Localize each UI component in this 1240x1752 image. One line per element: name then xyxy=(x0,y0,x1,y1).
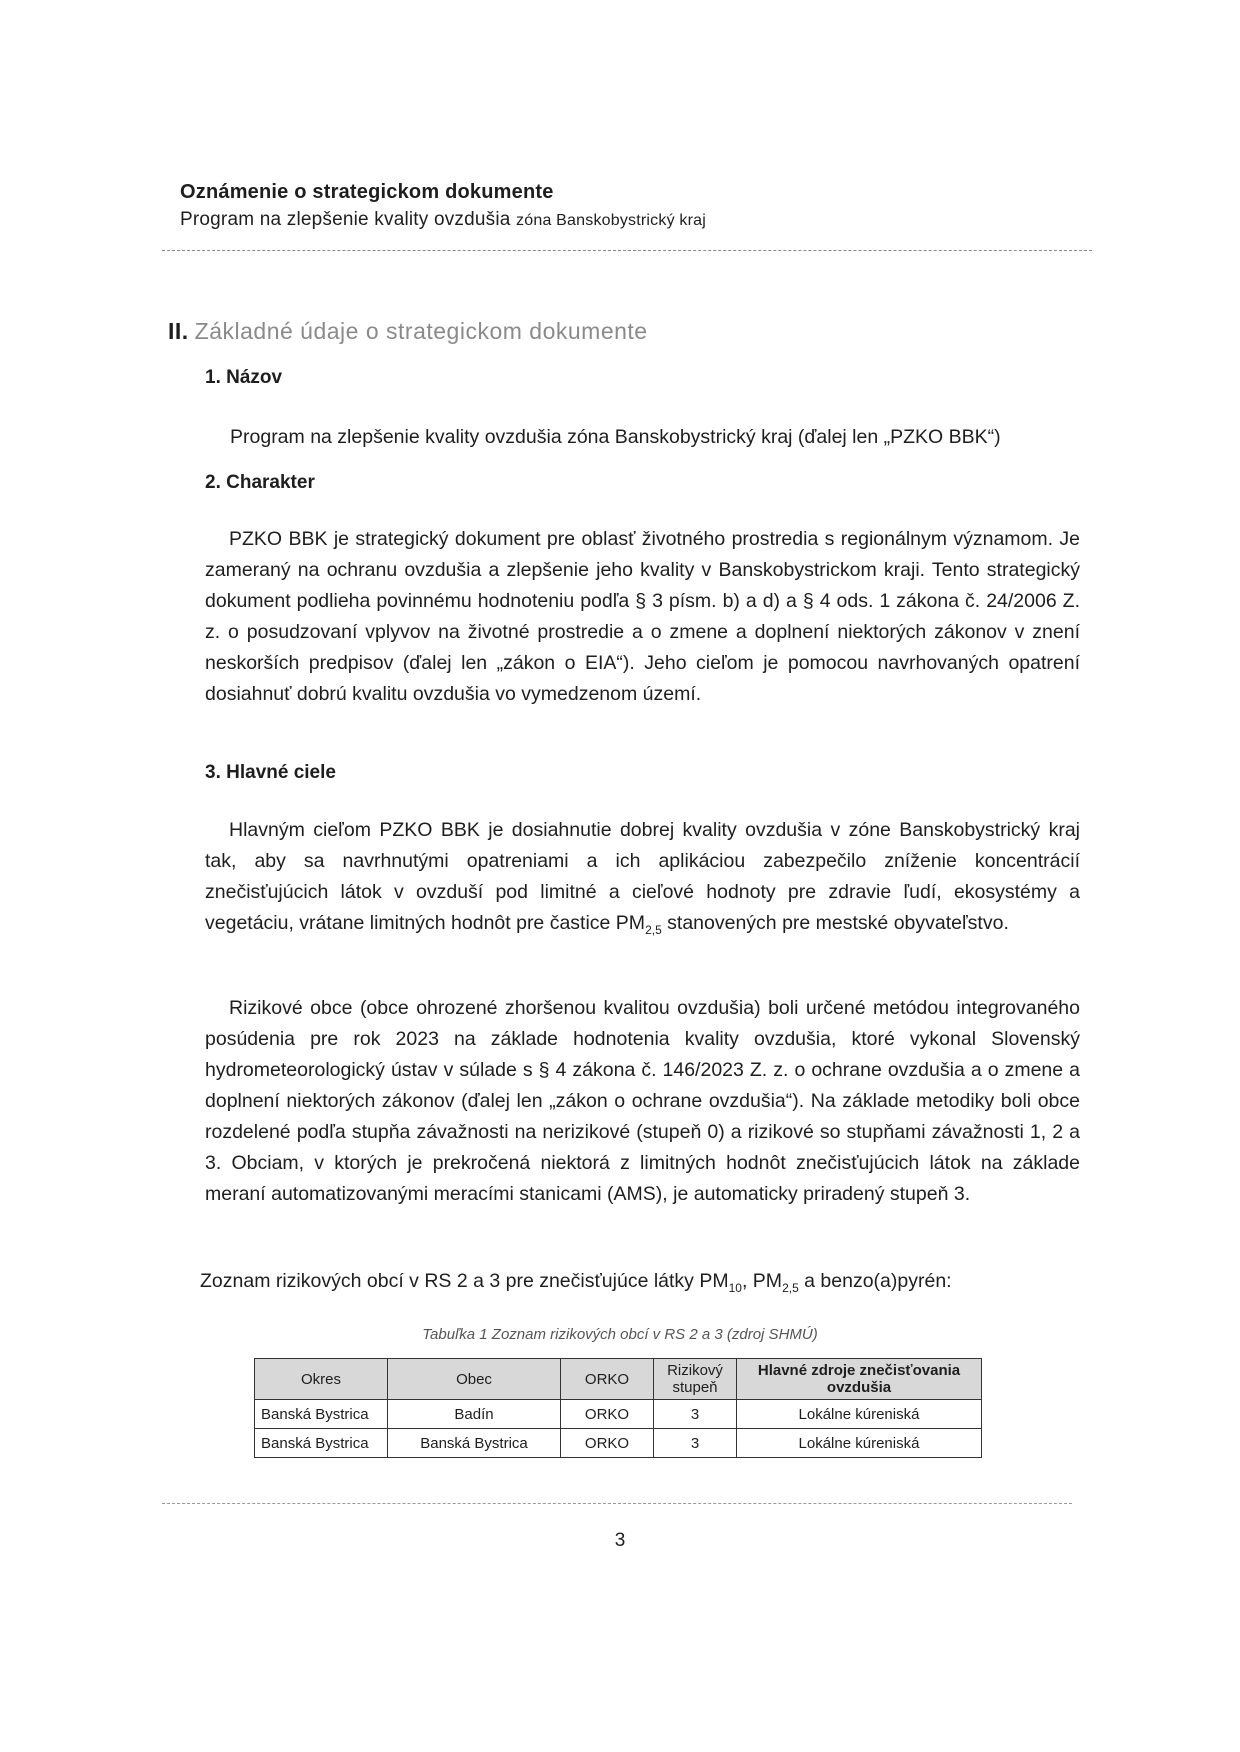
goals-paragraph-2: Rizikové obce (obce ohrozené zhoršenou kvalitou ovzdušia) boli určené metódou integrovaného posúdenia pre rok 2023 na základe hodnotenia kvality ovzdušia, ktoré vykonal Slovenský hydrometeorologický ústav v súlade s § 4 zákona č. 146/2023 Z. z. o ochrane ovzdušia a o zmene a doplnení niektorých zákonov (ďalej len „zákon o ochrane ovzdušia“). Na základe metodiky boli obce rozdelené podľa stupňa závažnosti na nerizikové (stupeň 0) a rizikové so stupňami závažnosti 1, 2 a 3. Obciam, v ktorých je prekročená niektorá z limitných hodnôt znečisťujúcich látok na základe meraní automatizovanými meracími stanicami (AMS), je automaticky priradený stupeň 3. xyxy=(205,997,1080,1205)
header-subtitle-small: zóna Banskobystrický kraj xyxy=(516,212,707,229)
pm25-subscript: 2,5 xyxy=(782,1280,799,1295)
cell-risk-level: 3 xyxy=(654,1400,737,1429)
cell-risk-level: 3 xyxy=(654,1429,737,1458)
risk-municipalities-table xyxy=(254,1358,982,1458)
list-intro xyxy=(200,1270,952,1295)
name-heading: 1. Názov xyxy=(205,367,283,388)
section-heading xyxy=(168,318,648,345)
goals-heading: 3. Hlavné ciele xyxy=(205,762,336,783)
table-row xyxy=(255,1400,982,1429)
table-row xyxy=(255,1429,982,1458)
cell-okres: Banská Bystrica xyxy=(255,1400,388,1429)
header-subtitle-main: Program na zlepšenie kvality ovzdušia xyxy=(180,209,517,230)
name-text: Program na zlepšenie kvality ovzdušia zóna Banskobystrický kraj (ďalej len „PZKO BBK“) xyxy=(230,426,1001,448)
goals-paragraph-1 xyxy=(205,815,1080,946)
cell-pollution-source: Lokálne kúreniská xyxy=(737,1400,982,1429)
character-paragraph: PZKO BBK je strategický dokument pre oblasť životného prostredia s regionálnym významom. Je zameraný na ochranu ovzdušia a zlepšenie jeho kvality v Banskobystrickom kraji. Tento strategický dokument podlieha povinnému hodnoteniu podľa § 3 písm. b) a d) a § 4 ods. 1 zákona č. 24/2006 Z. z. o posudzovaní vplyvov na životné prostredie a o zmene a doplnení niektorých zákonov v znení neskorších predpisov (ďalej len „zákon o EIA“). Jeho cieľom je pomocou navrhovaných opatrení dosiahnuť dobrú kvalitu ovzdušia vo vymedzenom území. xyxy=(205,528,1080,705)
cell-obec: Badín xyxy=(388,1400,561,1429)
list-intro-c: a benzo(a)pyrén: xyxy=(798,1270,952,1292)
cell-okres: Banská Bystrica xyxy=(255,1429,388,1458)
table-header-row xyxy=(255,1359,982,1400)
list-intro-b: , PM xyxy=(741,1270,783,1292)
page-number: 3 xyxy=(614,1530,626,1551)
cell-orko: ORKO xyxy=(561,1429,654,1458)
pm10-subscript: 10 xyxy=(728,1280,742,1295)
cell-orko: ORKO xyxy=(561,1400,654,1429)
header-subtitle xyxy=(180,209,706,231)
header-divider xyxy=(162,250,1092,251)
list-intro-a: Zoznam rizikových obcí v RS 2 a 3 pre znečisťujúce látky PM xyxy=(200,1270,729,1292)
pm-subscript: 2,5 xyxy=(645,922,662,937)
header-orko: ORKO xyxy=(561,1359,654,1400)
goals-paragraph-1-text-b: stanovených pre mestské obyvateľstvo. xyxy=(661,912,1009,934)
section-title: Základné údaje o strategickom dokumente xyxy=(194,318,648,344)
cell-obec: Banská Bystrica xyxy=(388,1429,561,1458)
table-caption: Tabuľka 1 Zoznam rizikových obcí v RS 2 a 3 (zdroj SHMÚ) xyxy=(422,1326,818,1343)
footer-divider xyxy=(162,1503,1072,1504)
character-heading: 2. Charakter xyxy=(205,472,315,493)
section-number: II. xyxy=(168,318,189,344)
header-pollution-sources: Hlavné zdroje znečisťovania ovzdušia xyxy=(737,1359,982,1400)
header-okres: Okres xyxy=(255,1359,388,1400)
header-obec: Obec xyxy=(388,1359,561,1400)
goals-paragraph-1-text-a: Hlavným cieľom PZKO BBK je dosiahnutie dobrej kvality ovzdušia v zóne Banskobystrický kraj tak, aby sa navrhnutými opatreniami a ich aplikáciou zabezpečilo zníženie koncentrácií znečisťujúcich látok v ovzduší pod limitné a cieľové hodnoty pre zdravie ľudí, ekosystémy a vegetáciu, vrátane limitných hodnôt pre častice PM xyxy=(205,819,1080,934)
cell-pollution-source: Lokálne kúreniská xyxy=(737,1429,982,1458)
header-risk-level: Rizikový stupeň xyxy=(654,1359,737,1400)
header-title: Oznámenie o strategickom dokumente xyxy=(180,181,554,203)
